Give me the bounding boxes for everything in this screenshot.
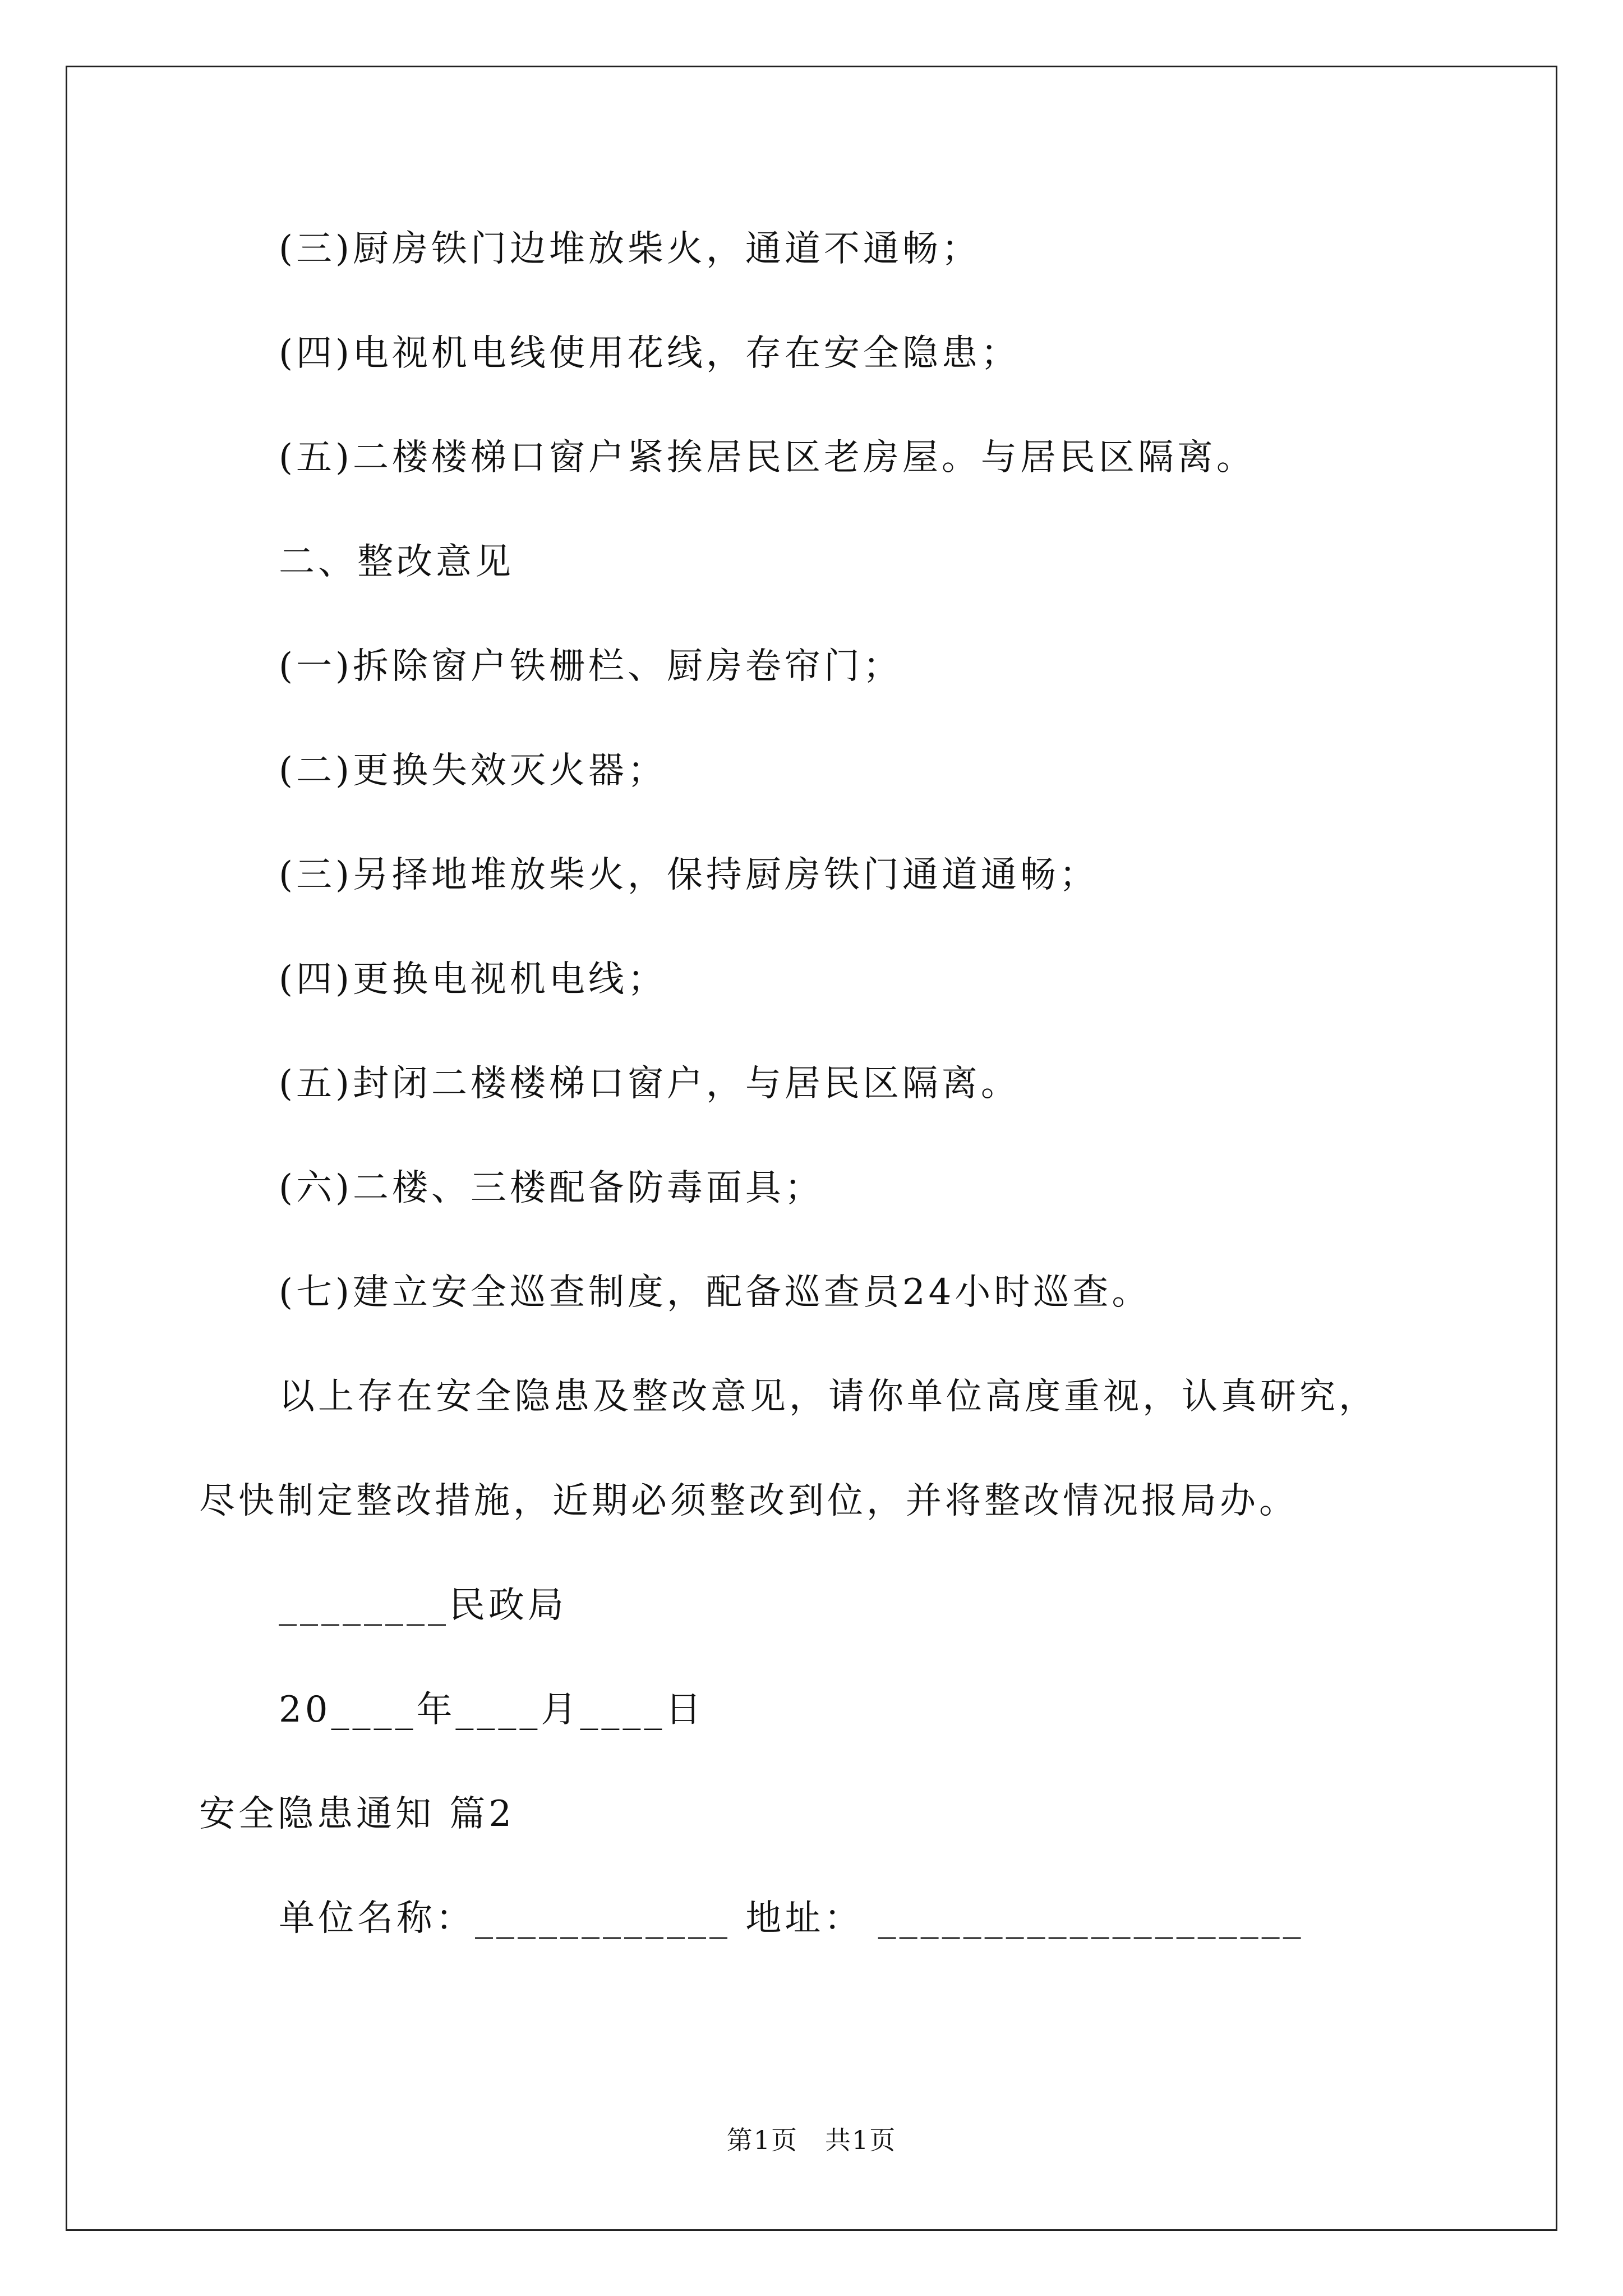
text-line-fix-6: (六)二楼、三楼配备防毒面具； — [279, 1167, 824, 1209]
text-line-fix-1: (一)拆除窗户铁栅栏、厨房卷帘门； — [279, 646, 902, 687]
text-line-fix-5: (五)封闭二楼楼梯口窗户，与居民区隔离。 — [279, 1063, 1020, 1105]
text-line-request-part-2: 尽快制定整改措施，近期必须整改到位，并将整改情况报局办。 — [199, 1480, 1298, 1522]
text-line-hazard-5: (五)二楼楼梯口窗户紧挨居民区老房屋。与居民区隔离。 — [279, 437, 1256, 478]
text-line-hazard-4: (四)电视机电线使用花线，存在安全隐患； — [279, 333, 1020, 374]
text-line-hazard-3: (三)厨房铁门边堆放柴火，通道不通畅； — [279, 228, 981, 270]
text-line-fix-4: (四)更换电视机电线； — [279, 959, 667, 1000]
page-footer: 第1页 共1页 — [726, 2125, 897, 2155]
text-line-fix-2: (二)更换失效灭火器； — [279, 750, 667, 792]
section-heading-rectification: 二、整改意见 — [279, 541, 514, 583]
text-line-fix-3: (三)另择地堆放柴火，保持厨房铁门通道通畅； — [279, 854, 1099, 896]
signature-date: 20____年____月____日 — [279, 1689, 705, 1731]
signature-bureau: ________民政局 — [279, 1585, 567, 1626]
unit-name-address-line: 单位名称：____________ 地址： ____________________ — [279, 1898, 1304, 1939]
text-line-request-part-1: 以上存在安全隐患及整改意见，请你单位高度重视，认真研究， — [279, 1376, 1378, 1418]
text-line-fix-7: (七)建立安全巡查制度，配备巡查员24小时巡查。 — [279, 1272, 1151, 1313]
notice-title-part-2: 安全隐患通知 篇2 — [199, 1793, 515, 1835]
